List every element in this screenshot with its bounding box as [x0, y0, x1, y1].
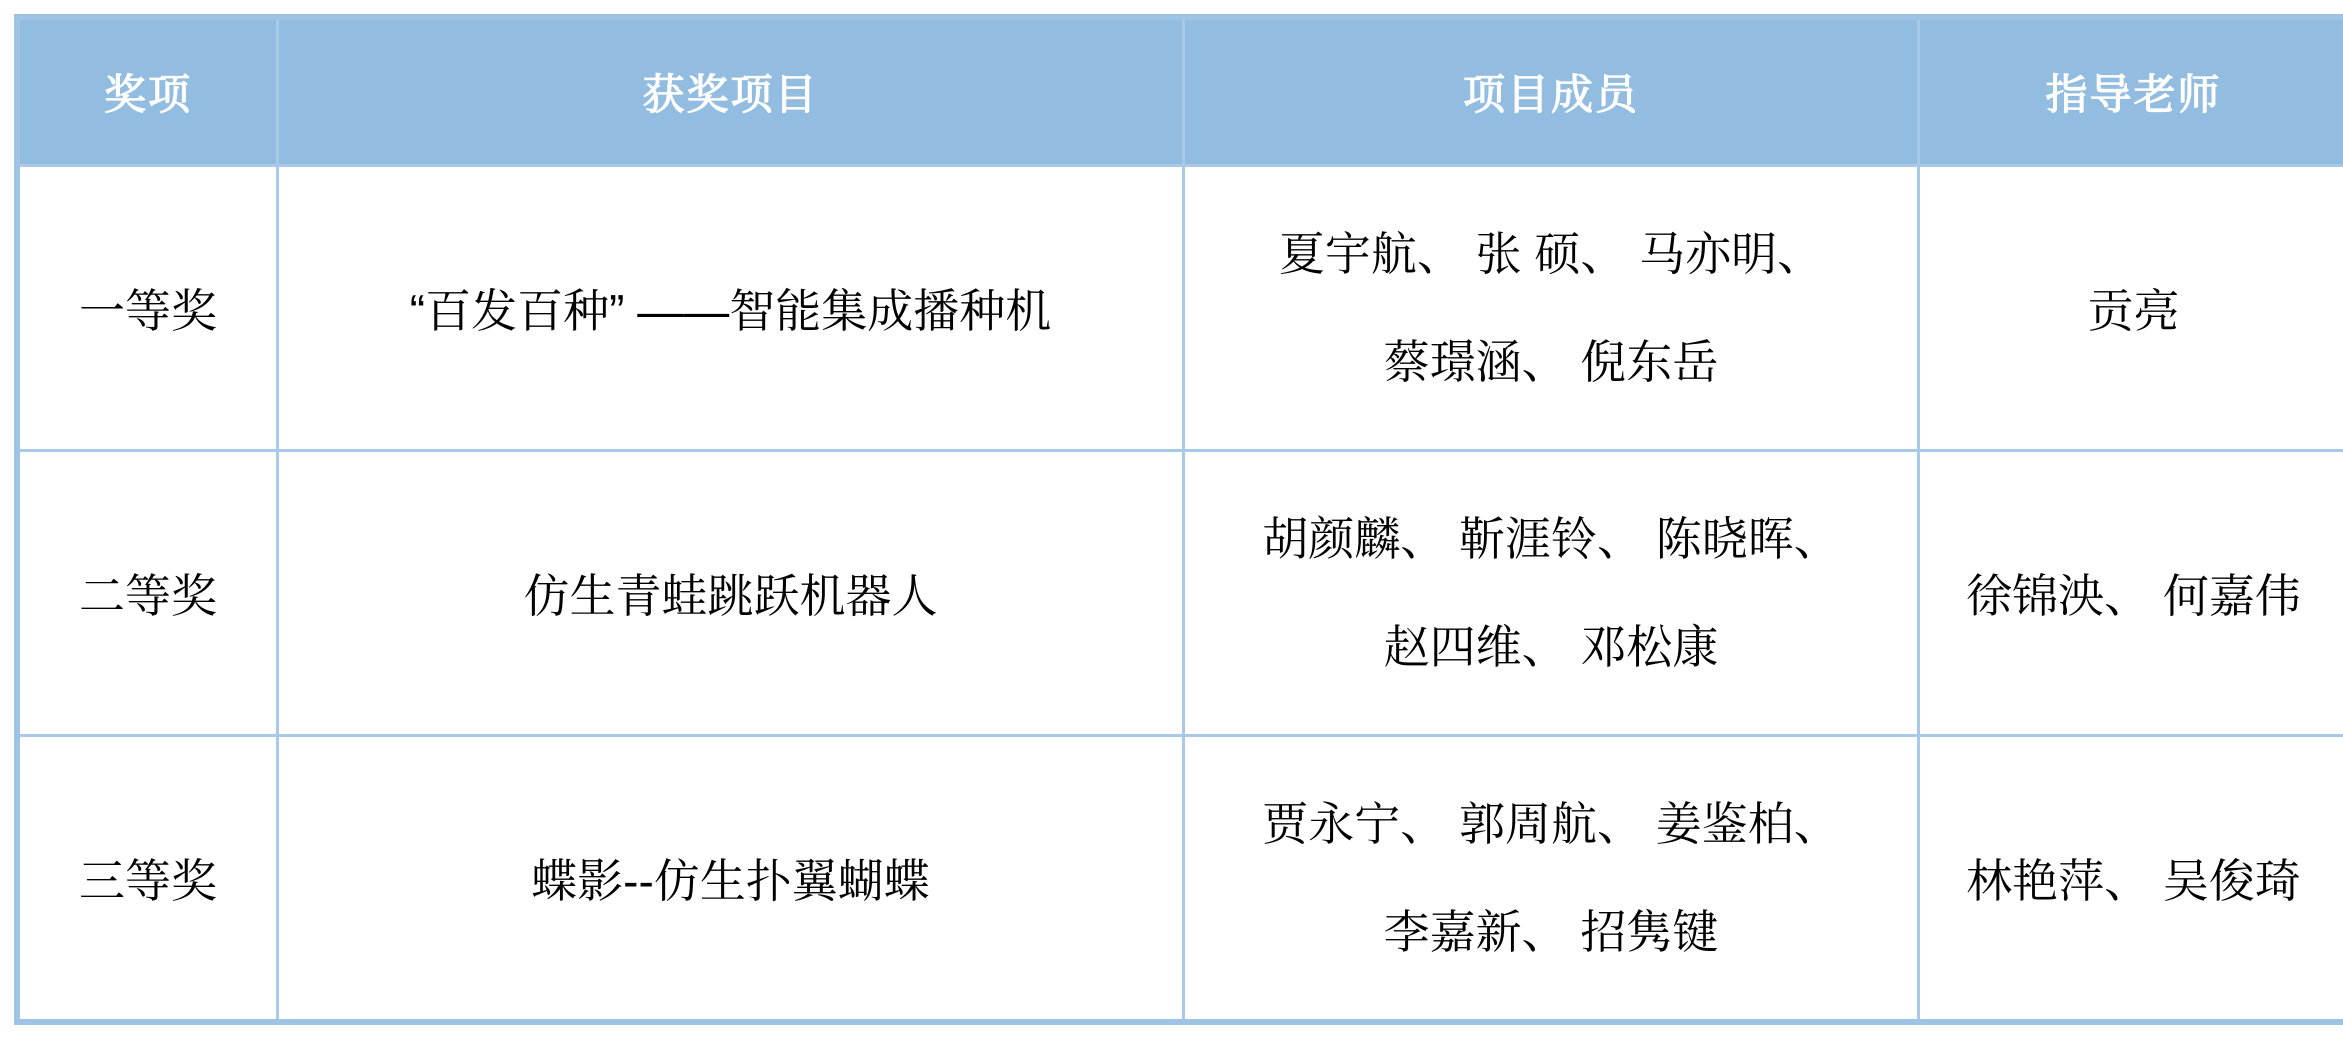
teacher-cell: 贡亮	[1919, 166, 2343, 451]
table-row	[17, 451, 2343, 736]
project-cell: 蝶影--仿生扑翼蝴蝶	[278, 736, 1184, 1023]
project-cell: “百发百种” ——智能集成播种机	[278, 166, 1184, 451]
award-cell: 一等奖	[17, 166, 278, 451]
members-line: 贾永宁、 郭周航、 姜鉴柏、	[1262, 797, 1840, 850]
header-cell-project: 获奖项目	[278, 17, 1184, 166]
header-cell-teachers: 指导老师	[1919, 17, 2343, 166]
members-line: 夏宇航、 张 硕、 马亦明、	[1278, 227, 1824, 280]
award-cell: 二等奖	[17, 451, 278, 736]
members-line: 蔡璟涵、 倪东岳	[1383, 336, 1719, 388]
members-cell	[1184, 736, 1919, 1023]
table-row	[17, 166, 2343, 451]
project-cell: 仿生青蛙跳跃机器人	[278, 451, 1184, 736]
header-cell-members: 项目成员	[1184, 17, 1919, 166]
header-cell-award: 奖项	[17, 17, 278, 166]
teacher-cell: 徐锦泱、 何嘉伟	[1919, 451, 2343, 736]
members-line: 赵四维、 邓松康	[1383, 621, 1719, 673]
header-row	[17, 17, 2343, 166]
award-cell: 三等奖	[17, 736, 278, 1023]
members-line: 胡颜麟、 靳涯铃、 陈晓晖、	[1262, 512, 1840, 565]
awards-table	[14, 14, 2343, 1025]
table-header	[17, 17, 2343, 166]
table-body	[17, 166, 2343, 1023]
table-row	[17, 736, 2343, 1023]
members-line: 李嘉新、 招隽键	[1383, 906, 1719, 958]
teacher-cell: 林艳萍、 吴俊琦	[1919, 736, 2343, 1023]
members-cell	[1184, 451, 1919, 736]
members-cell	[1184, 166, 1919, 451]
